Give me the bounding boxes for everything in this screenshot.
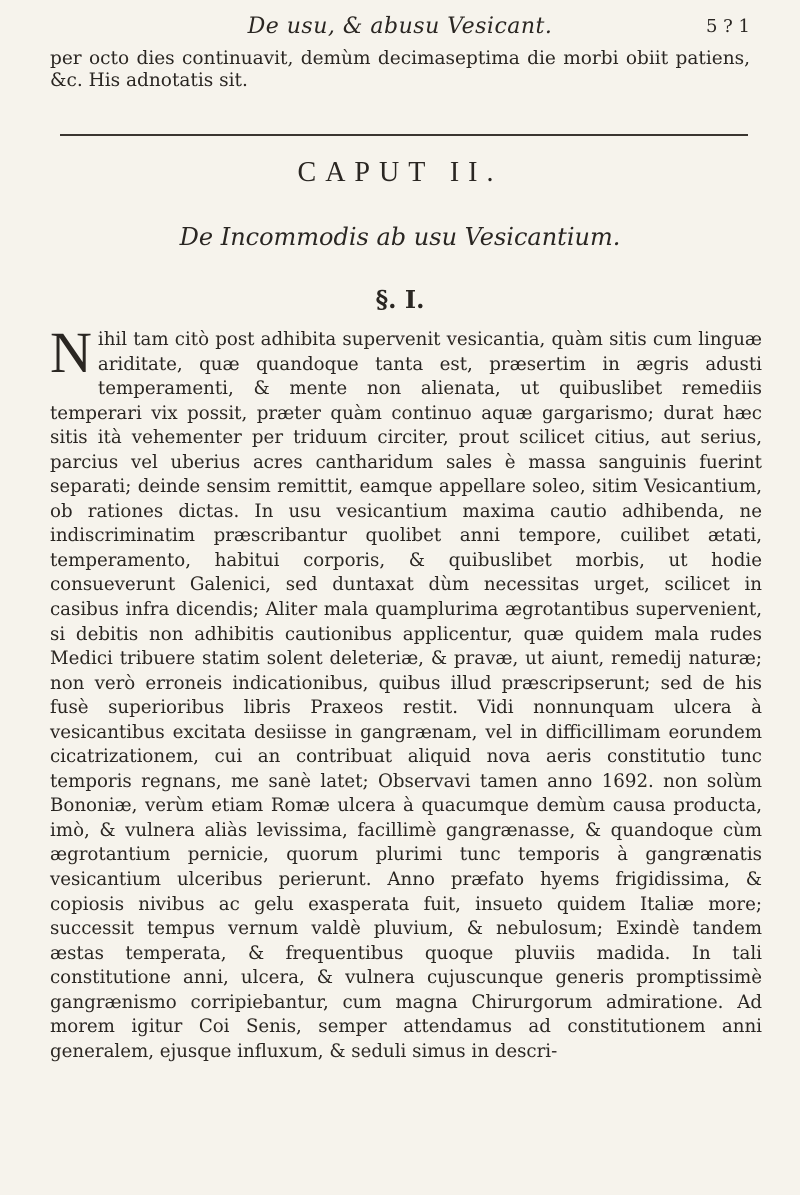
body-text: ihil tam citò post adhibita supervenit vesicantia, quàm sitis cum linguæ ariditate, quæ quandoque tanta est, præsertim in ægris adusti temperamenti, & mente non alienata, ut quibuslibet remediis temperari vix possit, præter quàm continuo aquæ gargarismo; durat hæc sitis ità vehementer per triduum circiter, prout scilicet citius, aut serius, parcius vel uberius acres cantharidum sales è massa sanguinis fuerint separati; deinde sensim remittit, eamque appellare soleo, sitim Vesicantium, ob rationes dictas. In usu vesicantium maxima cautio adhibenda, ne indiscriminatim præscribantur quolibet anni tempore, cuilibet ætati, temperamento, habitui corporis, & quibuslibet morbis, ut hodie consueverunt Galenici, sed duntaxat dùm necessitas urget, scilicet in casibus infra dicendis; Aliter mala quamplurima ægrotantibus supervenient, si debitis non adhibitis cautionibus applicentur, quæ quidem mala rudes Medici tribuere statim solent deleteriæ, & pravæ, ut aiunt, remedij naturæ; non verò erroneis indicationibus, quibus illud præscripserunt; sed de his fusè superioribus libris Praxeos restit. Vidi nonnunquam ulcera à vesicantibus excitata desiisse in gangrænam, vel in difficillimam eorundem cicatrizationem, cui an contribuat aliquid nova aeris constitutio tunc temporis regnans, me sanè latet; Observavi tamen anno 1692. non solùm Bononiæ, verùm etiam Romæ ulcera à quacumque demùm causa producta, imò, & vulnera aliàs levissima, facillimè gangrænasse, & quandoque cùm ægrotantium pernicie, quorum plurimi tunc temporis à gangrænatis vesicantium ulceribus perierunt. Anno præfato hyems frigidissima, & copiosis nivibus ac gelu exasperata fuit, insueto quidem Italiæ more; successit tempus vernum valdè pluvium, & nebulosum; Exindè tandem æstas temperata, & frequentibus quoque pluviis madida. In tali constitutione anni, ulcera, & vulnera cujuscunque generis promptissimè gangrænismo corripiebantur, cum magna Chirurgorum admiratione. Ad morem igitur Coi Senis, semper attendamus ad constitutionem anni generalem, ejusque influxum, & seduli simus in descri- xyxy=(50,329,762,1062)
running-head xyxy=(60,14,750,44)
drop-cap: N xyxy=(50,320,92,385)
running-title: De usu, & abusu Vesicant. xyxy=(247,14,553,39)
section-divider xyxy=(60,134,748,136)
chapter-heading: CAPUT II. xyxy=(297,157,503,188)
intro-paragraph: per octo dies continuavit, demùm decimaseptima die morbi obiit patiens, &c. His adnotatis sit. xyxy=(50,48,750,91)
body-paragraph xyxy=(50,320,762,1064)
chapter-title: De Incommodis ab usu Vesicantium. xyxy=(179,223,621,251)
page-number: 5 ? 1 xyxy=(706,16,750,37)
section-number: §. I. xyxy=(375,285,425,314)
